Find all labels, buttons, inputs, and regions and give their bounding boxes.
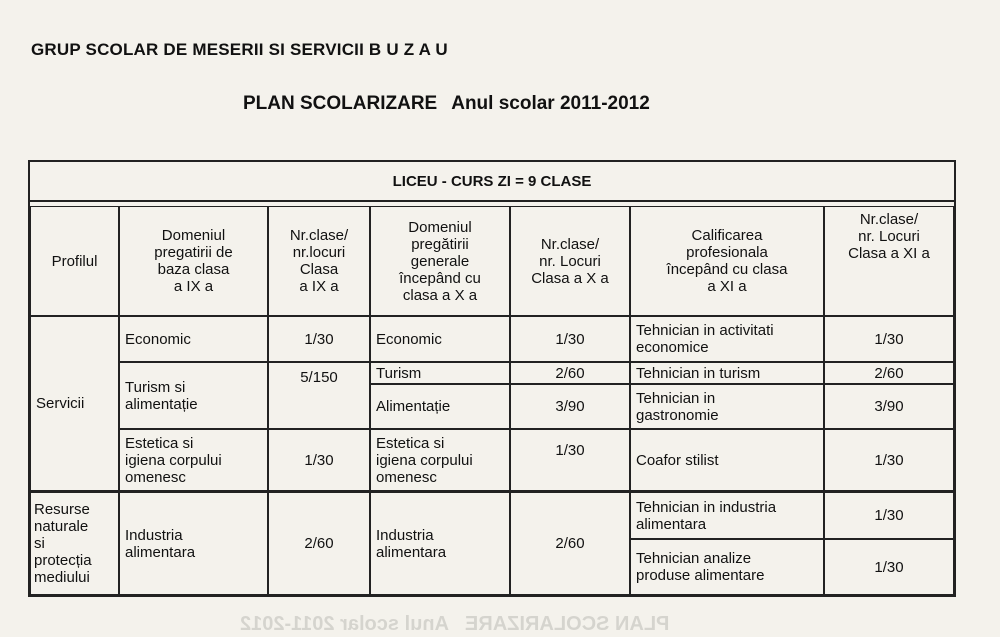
header-domeniul-x: Domeniul pregătirii generale începând cu clasa a X a xyxy=(370,206,510,316)
table-grid xyxy=(30,206,954,595)
ix-domain-estetica: Estetica si igiena corpului omenesc xyxy=(119,429,268,491)
ix-domain-turism: Turism si alimentație xyxy=(119,362,268,429)
profile-servicii: Servicii xyxy=(30,316,119,491)
ix-count-turism: 5/150 xyxy=(268,362,370,429)
header-domeniul-ix: Domeniul pregatirii de baza clasa a IX a xyxy=(119,206,268,316)
x-domain-turism: Turism xyxy=(370,362,510,384)
xi-count-analize-produse: 1/30 xyxy=(824,539,954,595)
ix-count-industria: 2/60 xyxy=(268,491,370,595)
xi-qual-gastronomie: Tehnician in gastronomie xyxy=(630,384,824,429)
x-domain-industria: Industria alimentara xyxy=(370,491,510,595)
xi-count-industria-alimentara: 1/30 xyxy=(824,491,954,539)
header-nr-x: Nr.clase/ nr. Locuri Clasa a X a xyxy=(510,206,630,316)
ix-count-economic: 1/30 xyxy=(268,316,370,362)
plan-title: PLAN SCOLARIZARE xyxy=(243,93,438,114)
school-name: GRUP SCOLAR DE MESERII SI SERVICII B U Z A U xyxy=(31,40,448,59)
xi-count-turism: 2/60 xyxy=(824,362,954,384)
profile-resurse-naturale: Resurse naturale si protecția mediului xyxy=(30,491,119,595)
xi-qual-analize-produse: Tehnician analize produse alimentare xyxy=(630,539,824,595)
xi-qual-turism: Tehnician in turism xyxy=(630,362,824,384)
x-count-economic: 1/30 xyxy=(510,316,630,362)
schooling-plan-table xyxy=(28,160,956,597)
ix-count-estetica: 1/30 xyxy=(268,429,370,491)
header-nr-xi: Nr.clase/ nr. Locuri Clasa a XI a xyxy=(824,206,954,316)
school-year: Anul scolar 2011-2012 xyxy=(451,93,650,114)
x-count-industria: 2/60 xyxy=(510,491,630,595)
xi-qual-coafor: Coafor stilist xyxy=(630,429,824,491)
ix-domain-economic: Economic xyxy=(119,316,268,362)
x-count-alimentatie: 3/90 xyxy=(510,384,630,429)
xi-qual-industria-alimentara: Tehnician in industria alimentara xyxy=(630,491,824,539)
xi-count-coafor: 1/30 xyxy=(824,429,954,491)
ix-domain-industria: Industria alimentara xyxy=(119,491,268,595)
x-domain-economic: Economic xyxy=(370,316,510,362)
header-calificarea-xi: Calificarea profesionala începând cu clasa a XI a xyxy=(630,206,824,316)
xi-count-activitati-economice: 1/30 xyxy=(824,316,954,362)
x-domain-estetica: Estetica si igiena corpului omenesc xyxy=(370,429,510,491)
x-count-estetica: 1/30 xyxy=(510,429,630,491)
x-count-turism: 2/60 xyxy=(510,362,630,384)
document-title xyxy=(243,93,650,115)
header-profilul: Profilul xyxy=(30,206,119,316)
bleed-through-title: PLAN SCOLARIZARE Anul scolar 2011-2012 xyxy=(240,613,670,635)
x-domain-alimentatie: Alimentație xyxy=(370,384,510,429)
xi-qual-activitati-economice: Tehnician in activitati economice xyxy=(630,316,824,362)
table-banner: LICEU - CURS ZI = 9 CLASE xyxy=(30,162,954,202)
header-nr-ix: Nr.clase/ nr.locuri Clasa a IX a xyxy=(268,206,370,316)
xi-count-gastronomie: 3/90 xyxy=(824,384,954,429)
